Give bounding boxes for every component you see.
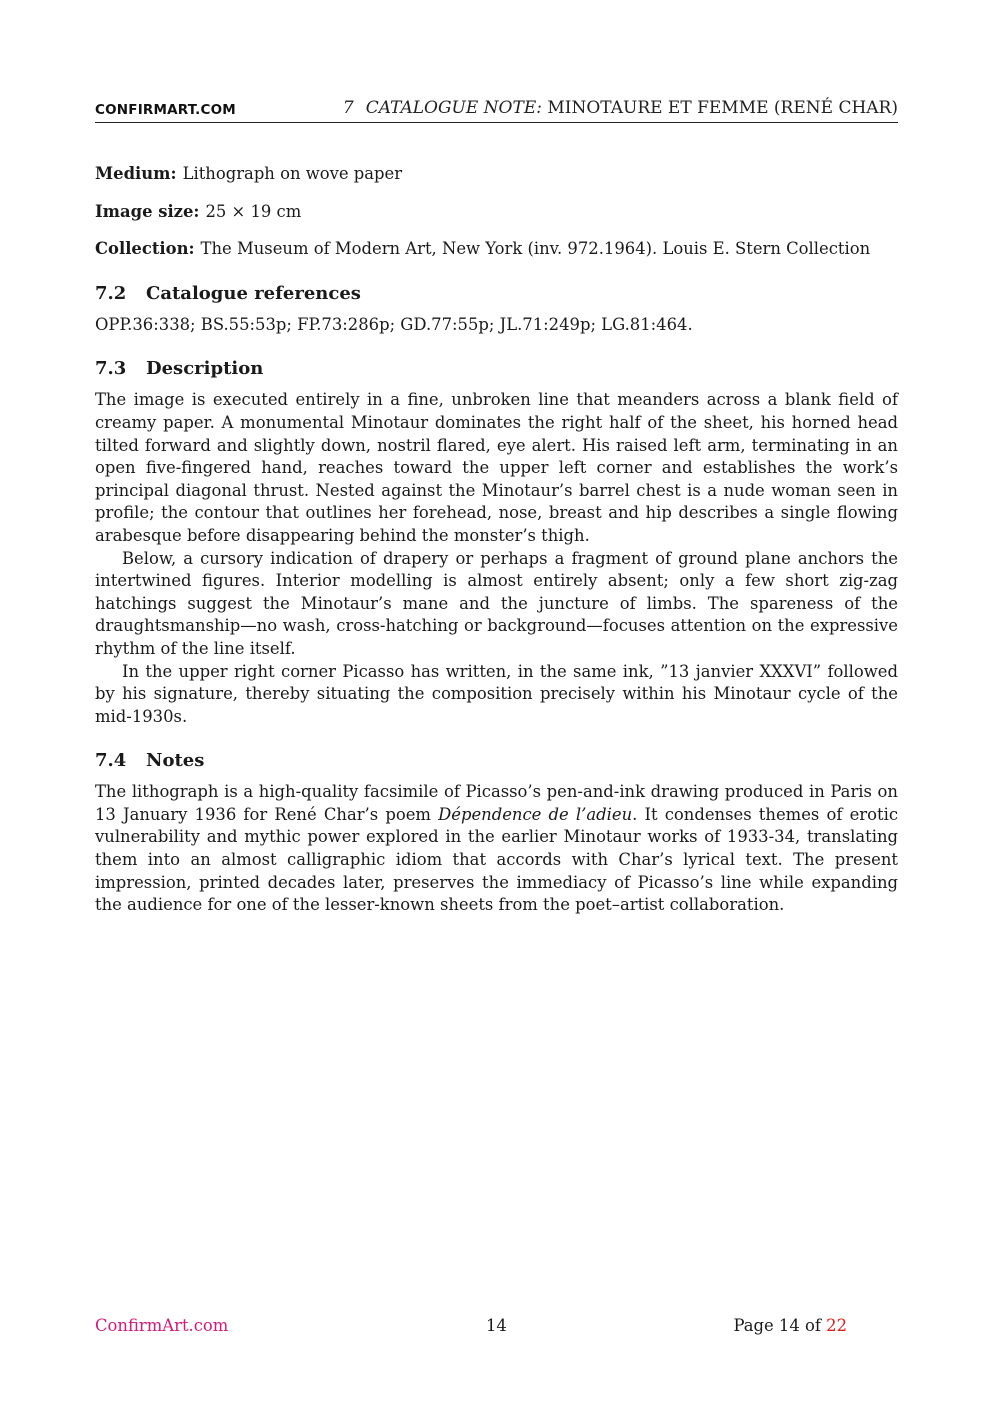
collection-value: The Museum of Modern Art, New York (inv. 972.1964). Louis E. Stern Collection xyxy=(200,239,871,259)
footer-total-pages-link[interactable]: 22 xyxy=(826,1316,847,1335)
running-head-italic: CATALOGUE NOTE: xyxy=(365,98,542,118)
medium-label: Medium: xyxy=(95,164,177,183)
page-body xyxy=(95,163,898,917)
description-paragraph-2: Below, a cursory indication of drapery or perhaps a fragment of ground plane anchors the intertwined figures. Interior modelling is almost entirely absent; only a few short zig-zag hatchings suggest the Minotaur’s mane and the juncture of limbs. The spareness of the draughtsmanship—no wash, cross-hatching or background—focuses attention on the expressive rhythm of the line itself. xyxy=(95,548,898,658)
image-size-value: 25 × 19 cm xyxy=(205,201,302,221)
section-number: 7.2 xyxy=(95,282,127,304)
running-head xyxy=(343,98,898,118)
running-head-title: MINOTAURE ET FEMME (RENÉ CHAR) xyxy=(547,98,898,118)
medium-value: Lithograph on wove paper xyxy=(182,164,403,183)
section-number: 7.4 xyxy=(95,750,127,772)
collection-label: Collection: xyxy=(95,239,195,259)
page-footer xyxy=(95,1316,898,1338)
notes-paragraph xyxy=(95,781,898,917)
description-paragraph-1: The image is executed entirely in a fine, unbroken line that meanders across a blank field of creamy paper. A monumental Minotaur dominates the right half of the sheet, his horned head tilted forward and slightly down, nostril flared, eye alert. His raised left arm, terminating in an open five-fingered hand, reaches toward the upper left corner and establishes the work’s principal diagonal thrust. Nested against the Minotaur’s barrel chest is a nude woman seen in profile; the contour that outlines her forehead, nose, breast and hip describes a single flowing arabesque before disappearing behind the monster’s thigh. xyxy=(95,390,898,545)
site-logo: CONFIRMART.COM xyxy=(95,102,236,118)
medium-line xyxy=(95,163,898,186)
image-size-line xyxy=(95,201,898,224)
footer-page-prefix: Page 14 of xyxy=(733,1316,827,1335)
notes-text-end: . It condenses themes of erotic vulnerability and mythic power explored in the earlier Minotaur works of 1933-34, translating them into an almost calligraphic idiom that accords with Char’s lyrical text. The present impression, printed decades later, preserves the immediacy of Picasso’s line while expanding the audience for one of the lesser-known sheets from the poet–artist collaboration. xyxy=(95,804,899,915)
section-title: Catalogue references xyxy=(146,282,361,304)
section-heading-description xyxy=(95,357,898,381)
section-heading-notes xyxy=(95,749,898,773)
footer-page-count xyxy=(733,1316,847,1335)
notes-text-start: The lithograph is a high-quality facsimile of Picasso’s pen-and-ink drawing produced in Paris on 13 January 1936 for René Char’s poem xyxy=(95,782,898,824)
description-paragraph-3: In the upper right corner Picasso has written, in the same ink, ”13 janvier XXXVI” followed by his signature, thereby situating the composition precisely within his Minotaur cycle of the mid-1930s. xyxy=(95,661,898,726)
image-size-label: Image size: xyxy=(95,201,200,221)
collection-line xyxy=(95,238,898,261)
section-heading-references xyxy=(95,282,898,306)
document-page xyxy=(95,0,898,1404)
poem-title: Dépendence de l’adieu xyxy=(438,804,633,824)
section-title: Notes xyxy=(146,750,205,772)
page-header xyxy=(95,96,898,123)
running-head-section-number: 7 xyxy=(342,98,354,118)
references-text: OPP.36:338; BS.55:53p; FP.73:286p; GD.77:55p; JL.71:249p; LG.81:464. xyxy=(95,314,693,334)
section-title: Description xyxy=(146,358,264,380)
footer-page-number: 14 xyxy=(486,1316,507,1335)
section-number: 7.3 xyxy=(95,358,127,380)
footer-site-link[interactable]: ConfirmArt.com xyxy=(95,1316,229,1335)
